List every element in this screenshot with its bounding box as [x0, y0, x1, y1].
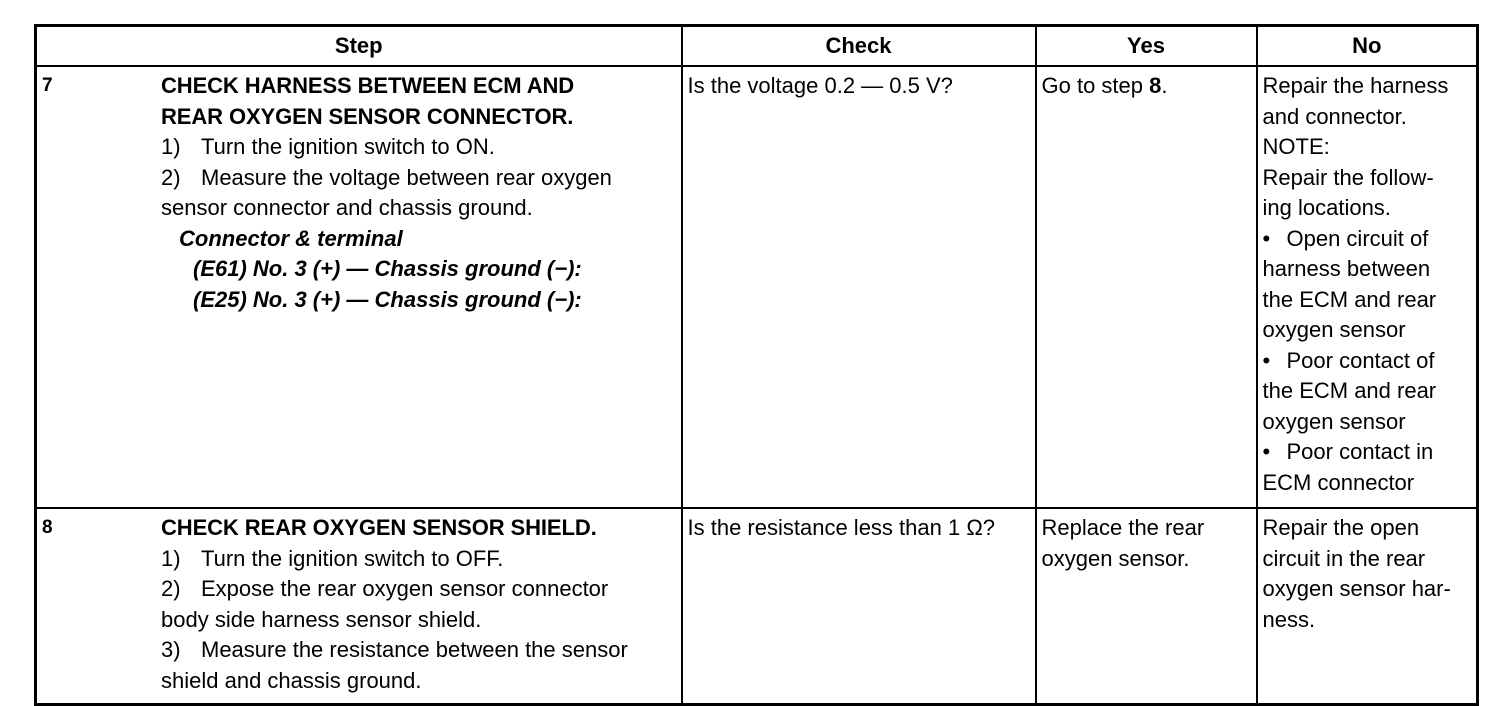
yes-suffix: .: [1161, 73, 1168, 98]
bullet-text: Poor contact in: [1286, 439, 1434, 464]
table-row-step-7: [36, 66, 1478, 508]
step-title-line: CHECK HARNESS BETWEEN ECM AND: [161, 73, 575, 98]
yes-text: [1042, 71, 1251, 102]
check-text: Is the resistance less than 1 Ω?: [687, 515, 995, 540]
yes-cell: [1036, 66, 1257, 508]
no-text-line: Repair the open: [1262, 515, 1420, 540]
substep-text: Turn the ignition switch to OFF.: [201, 545, 504, 571]
step-cell: [36, 508, 682, 705]
substep-index: 1): [161, 545, 181, 571]
substep-index: 1): [161, 134, 181, 159]
substep-text: Measure the voltage between rear oxygen: [201, 164, 612, 190]
substep-index: 2): [161, 576, 181, 601]
substep-index: 3): [161, 637, 181, 662]
connector-terminal-heading: Connector & terminal: [179, 225, 403, 251]
substep: [161, 574, 677, 605]
table-header-row: [36, 26, 1478, 67]
bullet-text-line: oxygen sensor: [1262, 317, 1406, 342]
bullet-text-line: the ECM and rear: [1262, 286, 1437, 312]
substep: [161, 635, 677, 666]
check-text: Is the voltage 0.2 — 0.5 V?: [687, 73, 953, 98]
check-cell: [682, 66, 1036, 508]
header-check: Check: [682, 26, 1036, 67]
bullet-text: Poor contact of: [1286, 347, 1435, 373]
yes-cell: [1036, 508, 1257, 705]
no-cell: [1257, 508, 1478, 705]
step-number: 7: [42, 75, 53, 96]
substep: [161, 132, 677, 163]
bullet-item: [1263, 437, 1472, 468]
no-text-line: Repair the follow-: [1262, 164, 1434, 190]
step-cell: [36, 66, 682, 508]
header-no: No: [1257, 26, 1478, 67]
bullet-text-line: the ECM and rear: [1262, 378, 1437, 403]
no-cell: [1257, 66, 1478, 508]
bullet-icon: •: [1262, 347, 1271, 373]
step-number: 8: [42, 517, 53, 538]
substep-text: Expose the rear oxygen sensor connector: [201, 576, 609, 601]
diagnostic-procedure-table: [34, 24, 1479, 706]
terminal-spec: (E61) No. 3 (+) — Chassis ground (−):: [193, 256, 582, 281]
bullet-text: Open circuit of: [1286, 225, 1429, 251]
terminal-spec: (E25) No. 3 (+) — Chassis ground (−):: [193, 286, 582, 312]
substep-continuation: shield and chassis ground.: [161, 667, 422, 693]
header-step: Step: [36, 26, 682, 67]
check-cell: [682, 508, 1036, 705]
bullet-text-line: ECM connector: [1262, 469, 1415, 495]
no-text-line: ness.: [1262, 606, 1316, 632]
bullet-icon: •: [1262, 225, 1271, 251]
bullet-icon: •: [1262, 439, 1271, 464]
bullet-text-line: harness between: [1262, 256, 1431, 281]
no-text-line: Repair the harness: [1262, 73, 1449, 98]
substep-continuation: sensor connector and chassis ground.: [161, 195, 533, 220]
yes-step-ref: 8: [1149, 73, 1162, 98]
bullet-text-line: oxygen sensor: [1262, 408, 1406, 434]
no-text-line: oxygen sensor har-: [1262, 576, 1451, 601]
substep: [161, 544, 677, 575]
bullet-item: [1263, 224, 1472, 255]
table-row-step-8: [36, 508, 1478, 705]
substep-text: Turn the ignition switch to ON.: [201, 134, 495, 159]
no-text-line: ing locations.: [1262, 195, 1391, 220]
substep-continuation: body side harness sensor shield.: [161, 606, 482, 632]
substep: [161, 163, 677, 194]
note-label: NOTE:: [1262, 134, 1330, 159]
yes-prefix: Go to step: [1041, 73, 1150, 98]
yes-text-line: Replace the rear: [1041, 515, 1205, 540]
no-text-line: circuit in the rear: [1262, 545, 1426, 571]
substep-index: 2): [161, 164, 181, 190]
no-text-line: and connector.: [1262, 103, 1407, 129]
substep-text: Measure the resistance between the sensor: [201, 637, 628, 662]
step-title-line: REAR OXYGEN SENSOR CONNECTOR.: [161, 103, 574, 129]
header-yes: Yes: [1036, 26, 1257, 67]
yes-text-line: oxygen sensor.: [1041, 545, 1190, 571]
bullet-item: [1263, 346, 1472, 377]
step-title-line: CHECK REAR OXYGEN SENSOR SHIELD.: [161, 515, 597, 540]
